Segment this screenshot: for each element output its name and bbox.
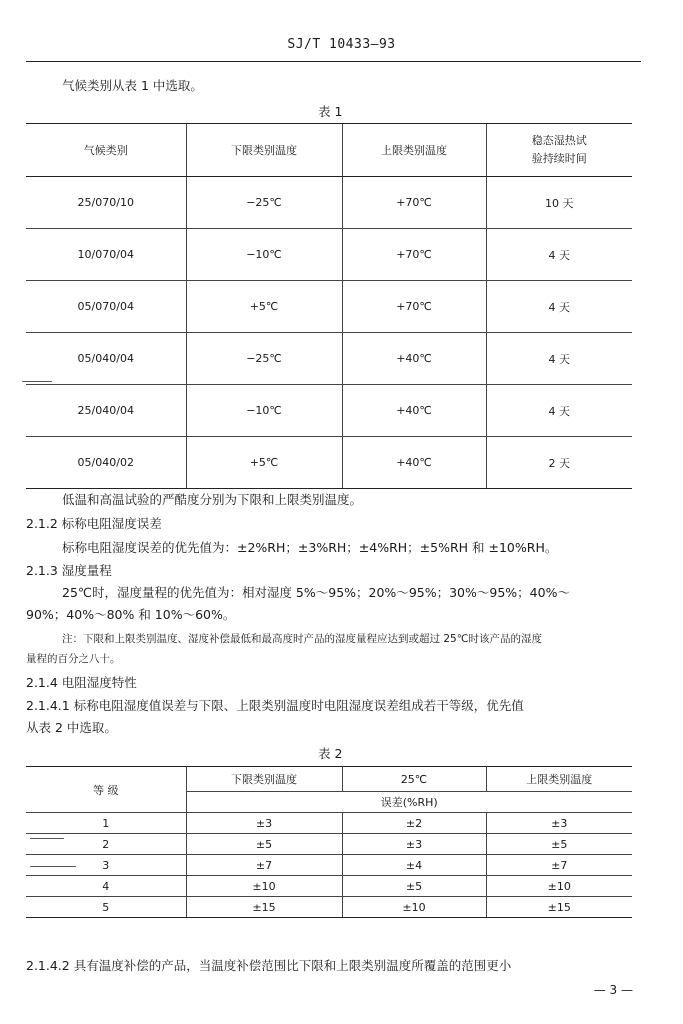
table-cell: −25℃ (186, 333, 342, 385)
table-cell: 3 (26, 855, 186, 876)
table-cell: ±15 (486, 897, 632, 918)
table-row (26, 333, 632, 385)
table2-header-row (26, 767, 632, 792)
section-2-1-3-body-line2: 90%；40%～80% 和 10%～60%。 (26, 607, 236, 622)
intro-text: 气候类别从表 1 中选取。 (62, 78, 203, 93)
table-cell: +40℃ (342, 437, 486, 489)
table-row (26, 177, 632, 229)
table1-header-cell: 气候类别 (26, 124, 186, 177)
scan-artifact (30, 838, 64, 839)
section-2-1-4-1-line2: 从表 2 中选取。 (26, 720, 117, 735)
table-cell: ±10 (186, 876, 342, 897)
table-cell: ±7 (486, 855, 632, 876)
table-row (26, 437, 632, 489)
table1-header-cell (486, 124, 632, 177)
table-cell: 25/070/10 (26, 177, 186, 229)
table-cell: ±7 (186, 855, 342, 876)
table-row (26, 229, 632, 281)
table-cell: 10 天 (486, 177, 632, 229)
section-2-1-4-1-line1: 2.1.4.1 标称电阻湿度值误差与下限、上限类别温度时电阻湿度误差组成若干等级，优先值 (26, 698, 524, 713)
section-2-1-3-body-line1: 25℃时，湿度量程的优先值为：相对湿度 5%～95%；20%～95%；30%～95%；40%～ (62, 585, 570, 600)
header-rule (26, 61, 641, 62)
section-2-1-4-2-line: 2.1.4.2 具有温度补偿的产品，当温度补偿范围比下限和上限类别温度所覆盖的范围更小 (26, 958, 512, 973)
table-cell: 2 (26, 834, 186, 855)
table-2 (26, 766, 632, 918)
table-cell: −10℃ (186, 229, 342, 281)
after-table1-text: 低温和高温试验的严酷度分别为下限和上限类别温度。 (62, 492, 363, 507)
table-cell: 5 (26, 897, 186, 918)
table-cell: ±3 (186, 813, 342, 834)
table1-header-row (26, 124, 632, 177)
table-cell: ±5 (342, 876, 486, 897)
table-cell: ±5 (186, 834, 342, 855)
table-cell: ±3 (342, 834, 486, 855)
table-cell: +5℃ (186, 281, 342, 333)
section-2-1-2-body: 标称电阻湿度误差的优先值为：±2%RH；±3%RH；±4%RH；±5%RH 和 ±10%RH。 (62, 540, 558, 555)
table-cell: +40℃ (342, 333, 486, 385)
table-row (26, 876, 632, 897)
table-cell: +70℃ (342, 281, 486, 333)
table-row (26, 855, 632, 876)
note-line1: 注：下限和上限类别温度、湿度补偿最低和最高度时产品的湿度量程应达到或超过 25℃时该产品的湿度 (62, 633, 542, 645)
table-cell: 4 天 (486, 333, 632, 385)
table1-caption: 表 1 (318, 104, 343, 119)
table1-header-duration: 稳态湿热试 验持续时间 (531, 134, 587, 165)
table-cell: ±5 (486, 834, 632, 855)
table2-header-cell: 25℃ (342, 767, 486, 792)
table-cell: −25℃ (186, 177, 342, 229)
table-cell: +40℃ (342, 385, 486, 437)
table2-header-cell: 下限类别温度 (186, 767, 342, 792)
note-line2: 量程的百分之八十。 (26, 653, 121, 665)
table-cell: −10℃ (186, 385, 342, 437)
table2-caption: 表 2 (318, 746, 343, 761)
table-cell: 05/070/04 (26, 281, 186, 333)
table-cell: 2 天 (486, 437, 632, 489)
table-cell: 4 (26, 876, 186, 897)
scan-artifact (30, 866, 76, 867)
standard-code: SJ/T 10433—93 (287, 37, 396, 52)
table-cell: ±10 (342, 897, 486, 918)
table-cell: 4 天 (486, 385, 632, 437)
table-cell: ±2 (342, 813, 486, 834)
table-cell: ±10 (486, 876, 632, 897)
table-cell: ±4 (342, 855, 486, 876)
table-cell: 4 天 (486, 281, 632, 333)
table1-header-cell: 上限类别温度 (342, 124, 486, 177)
table-1 (26, 123, 632, 489)
table2-grade-header: 等 级 (26, 767, 186, 813)
table1-header-cell: 下限类别温度 (186, 124, 342, 177)
table-cell: 10/070/04 (26, 229, 186, 281)
table-cell: ±3 (486, 813, 632, 834)
table-cell: 25/040/04 (26, 385, 186, 437)
table-cell: +70℃ (342, 229, 486, 281)
section-2-1-2-title: 2.1.2 标称电阻湿度误差 (26, 516, 162, 531)
section-2-1-4-title: 2.1.4 电阻湿度特性 (26, 675, 137, 690)
table-cell: +5℃ (186, 437, 342, 489)
table-cell: ±15 (186, 897, 342, 918)
table2-header-cell: 上限类别温度 (486, 767, 632, 792)
table-row (26, 897, 632, 918)
table-cell: +70℃ (342, 177, 486, 229)
page-number: — 3 — (593, 983, 633, 997)
table-row (26, 834, 632, 855)
section-2-1-3-title: 2.1.3 湿度量程 (26, 563, 112, 578)
scan-artifact (22, 381, 52, 382)
table2-unit-cell: 误差(%RH) (186, 792, 632, 813)
table-cell: 4 天 (486, 229, 632, 281)
table-cell: 1 (26, 813, 186, 834)
table-row (26, 813, 632, 834)
table-row (26, 281, 632, 333)
table-cell: 05/040/02 (26, 437, 186, 489)
table-cell: 05/040/04 (26, 333, 186, 385)
table-row (26, 385, 632, 437)
